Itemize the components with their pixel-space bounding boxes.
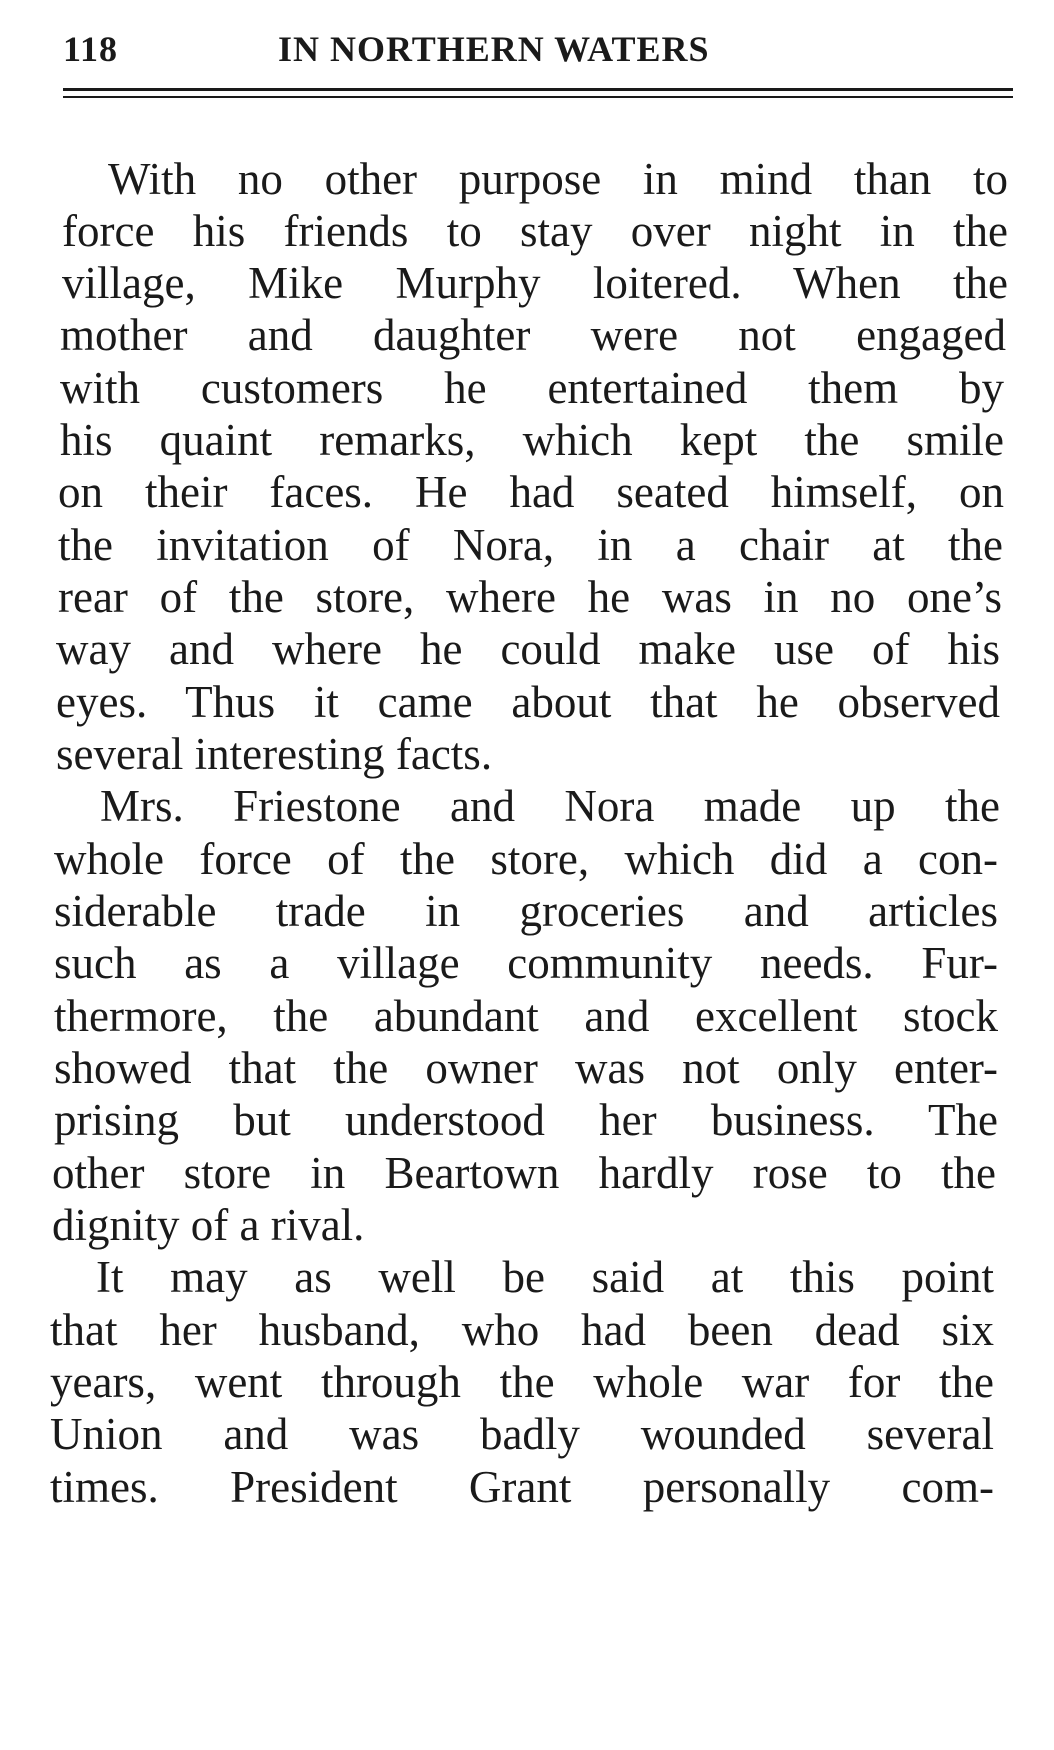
- text-line: village, Mike Murphy loitered. When the: [62, 258, 1008, 308]
- page-number: 118: [63, 29, 119, 69]
- text-line: way and where he could make use of his: [56, 624, 1000, 674]
- text-line: dignity of a rival.: [52, 1200, 365, 1250]
- text-line: prising but understood her business. The: [54, 1095, 998, 1145]
- text-line: thermore, the abundant and excellent stock: [54, 991, 998, 1041]
- text-line: With no other purpose in mind than to: [108, 154, 1008, 204]
- header-rule-bottom: [63, 96, 1013, 98]
- text-line: siderable trade in groceries and articles: [54, 886, 998, 936]
- text-line: years, went through the whole war for the: [50, 1357, 994, 1407]
- text-line: whole force of the store, which did a con-: [54, 834, 998, 884]
- text-line: the invitation of Nora, in a chair at the: [58, 520, 1003, 570]
- text-line: force his friends to stay over night in the: [62, 206, 1008, 256]
- text-line: It may as well be said at this point: [96, 1252, 994, 1302]
- text-line: mother and daughter were not engaged: [60, 310, 1006, 360]
- text-line: several interesting facts.: [56, 729, 493, 779]
- text-line: that her husband, who had been dead six: [50, 1305, 994, 1355]
- text-line: such as a village community needs. Fur-: [54, 938, 998, 988]
- text-line: his quaint remarks, which kept the smile: [60, 415, 1004, 465]
- text-line: times. President Grant personally com-: [50, 1462, 994, 1512]
- header-rule-top: [63, 88, 1013, 91]
- text-line: Union and was badly wounded several: [50, 1409, 994, 1459]
- running-head: IN NORTHERN WATERS: [278, 29, 710, 69]
- text-line: other store in Beartown hardly rose to the: [52, 1148, 996, 1198]
- text-line: on their faces. He had seated himself, on: [58, 467, 1004, 517]
- text-line: rear of the store, where he was in no one’s: [58, 572, 1002, 622]
- text-line: showed that the owner was not only enter-: [54, 1043, 998, 1093]
- text-line: eyes. Thus it came about that he observed: [56, 677, 1000, 727]
- text-line: with customers he entertained them by: [60, 363, 1004, 413]
- text-line: Mrs. Friestone and Nora made up the: [100, 781, 1000, 831]
